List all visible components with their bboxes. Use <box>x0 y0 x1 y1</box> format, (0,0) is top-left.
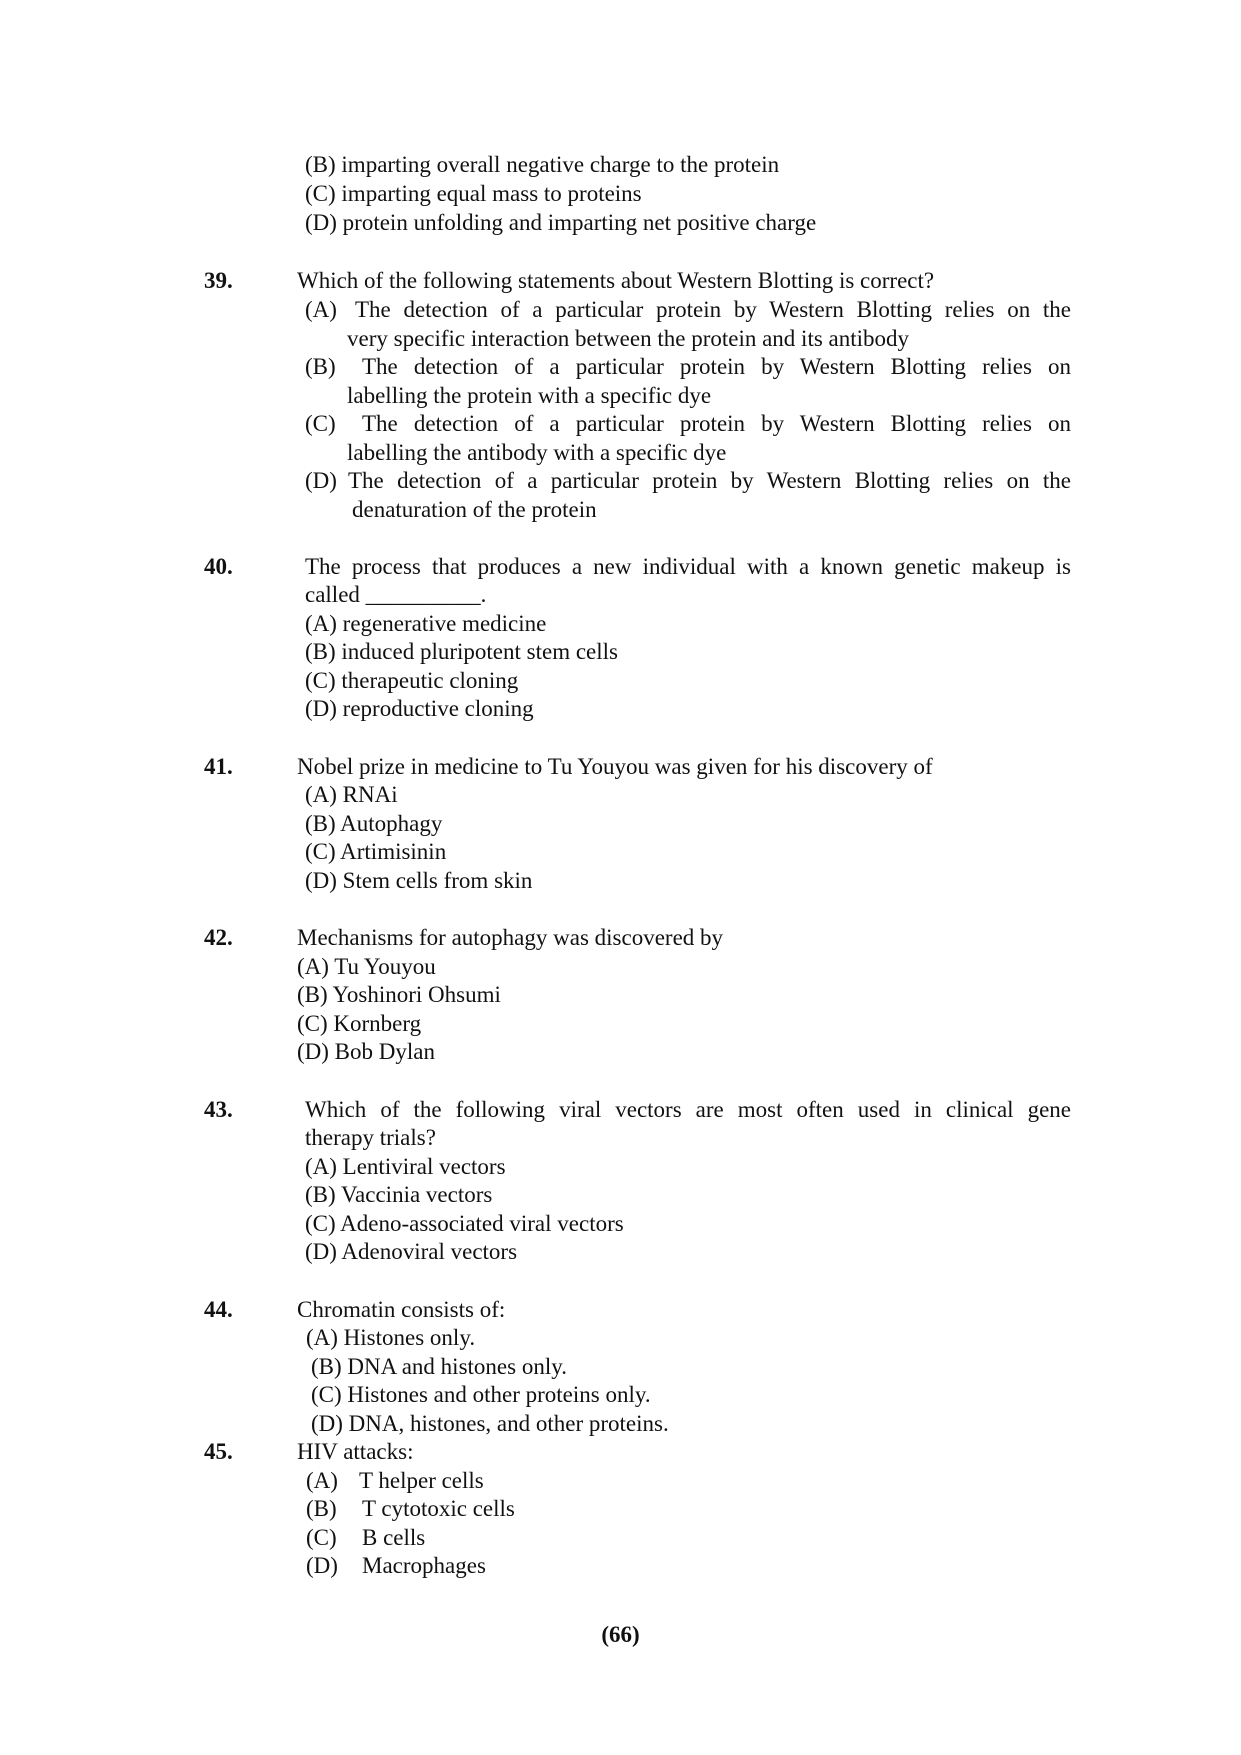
question-number: 44. <box>204 1297 233 1322</box>
question-stem: The process that produces a new individual with a known genetic makeup is <box>305 554 1071 579</box>
option-text-cont: denaturation of the protein <box>352 497 597 522</box>
option-text-cont: very specific interaction between the protein and its antibody <box>347 326 910 351</box>
option: (A) regenerative medicine <box>305 611 547 636</box>
option-text: The detection of a particular protein by Western Blotting relies on the <box>348 468 1071 493</box>
option: (C) therapeutic cloning <box>305 668 519 693</box>
carryover-option-d: (D) protein unfolding and imparting net positive charge <box>305 210 817 235</box>
option-letter: (A) <box>305 297 337 322</box>
question-stem-cont: called __________. <box>305 582 487 607</box>
option: (B) Autophagy <box>305 811 443 836</box>
option-text: T cytotoxic cells <box>362 1496 515 1521</box>
option-text: The detection of a particular protein by Western Blotting relies on the <box>355 297 1071 322</box>
option-text: B cells <box>362 1525 426 1550</box>
option: (C) Kornberg <box>297 1011 422 1036</box>
option-letter: (C) <box>306 1525 337 1550</box>
option: (B) DNA and histones only. <box>311 1354 567 1379</box>
option-text: Macrophages <box>362 1553 486 1578</box>
option-letter: (D) <box>305 468 337 493</box>
question-number: 45. <box>204 1439 233 1464</box>
option: (B) Yoshinori Ohsumi <box>297 982 501 1007</box>
carryover-option-b: (B) imparting overall negative charge to the protein <box>305 152 780 177</box>
question-number: 39. <box>204 268 233 293</box>
question-stem: Which of the following statements about Western Blotting is correct? <box>297 268 935 293</box>
option: (D) Bob Dylan <box>297 1039 435 1064</box>
option-letter: (B) <box>305 354 336 379</box>
option-letter: (A) <box>306 1468 338 1493</box>
option-letter: (C) <box>305 411 336 436</box>
question-number: 43. <box>204 1097 233 1122</box>
option-text: T helper cells <box>359 1468 484 1493</box>
option-letter: (B) <box>306 1496 337 1521</box>
question-stem: Which of the following viral vectors are most often used in clinical gene <box>305 1097 1071 1122</box>
option: (A) RNAi <box>305 782 398 807</box>
option: (D) DNA, histones, and other proteins. <box>311 1411 669 1436</box>
question-number: 42. <box>204 925 233 950</box>
option: (A) Tu Youyou <box>297 954 436 979</box>
option-text: The detection of a particular protein by Western Blotting relies on <box>362 354 1071 379</box>
option: (A) Histones only. <box>306 1325 476 1350</box>
option-text-cont: labelling the antibody with a specific dye <box>347 440 727 465</box>
carryover-option-c: (C) imparting equal mass to proteins <box>305 181 642 206</box>
question-stem: Nobel prize in medicine to Tu Youyou was given for his discovery of <box>297 754 933 779</box>
question-number: 40. <box>204 554 233 579</box>
option: (C) Artimisinin <box>305 839 447 864</box>
option: (B) Vaccinia vectors <box>305 1182 493 1207</box>
question-number: 41. <box>204 754 233 779</box>
option: (B) induced pluripotent stem cells <box>305 639 618 664</box>
question-stem: Chromatin consists of: <box>297 1297 506 1322</box>
option-letter: (D) <box>306 1553 338 1578</box>
option: (C) Adeno-associated viral vectors <box>305 1211 624 1236</box>
option: (D) Adenoviral vectors <box>305 1239 518 1264</box>
option: (C) Histones and other proteins only. <box>311 1382 651 1407</box>
option: (D) reproductive cloning <box>305 696 534 721</box>
option-text: The detection of a particular protein by Western Blotting relies on <box>362 411 1071 436</box>
option-text-cont: labelling the protein with a specific dye <box>347 383 712 408</box>
question-stem-cont: therapy trials? <box>305 1125 436 1150</box>
question-stem: Mechanisms for autophagy was discovered by <box>297 925 724 950</box>
option: (A) Lentiviral vectors <box>305 1154 506 1179</box>
page-number: (66) <box>601 1622 640 1647</box>
option: (D) Stem cells from skin <box>305 868 533 893</box>
question-stem: HIV attacks: <box>297 1439 414 1464</box>
